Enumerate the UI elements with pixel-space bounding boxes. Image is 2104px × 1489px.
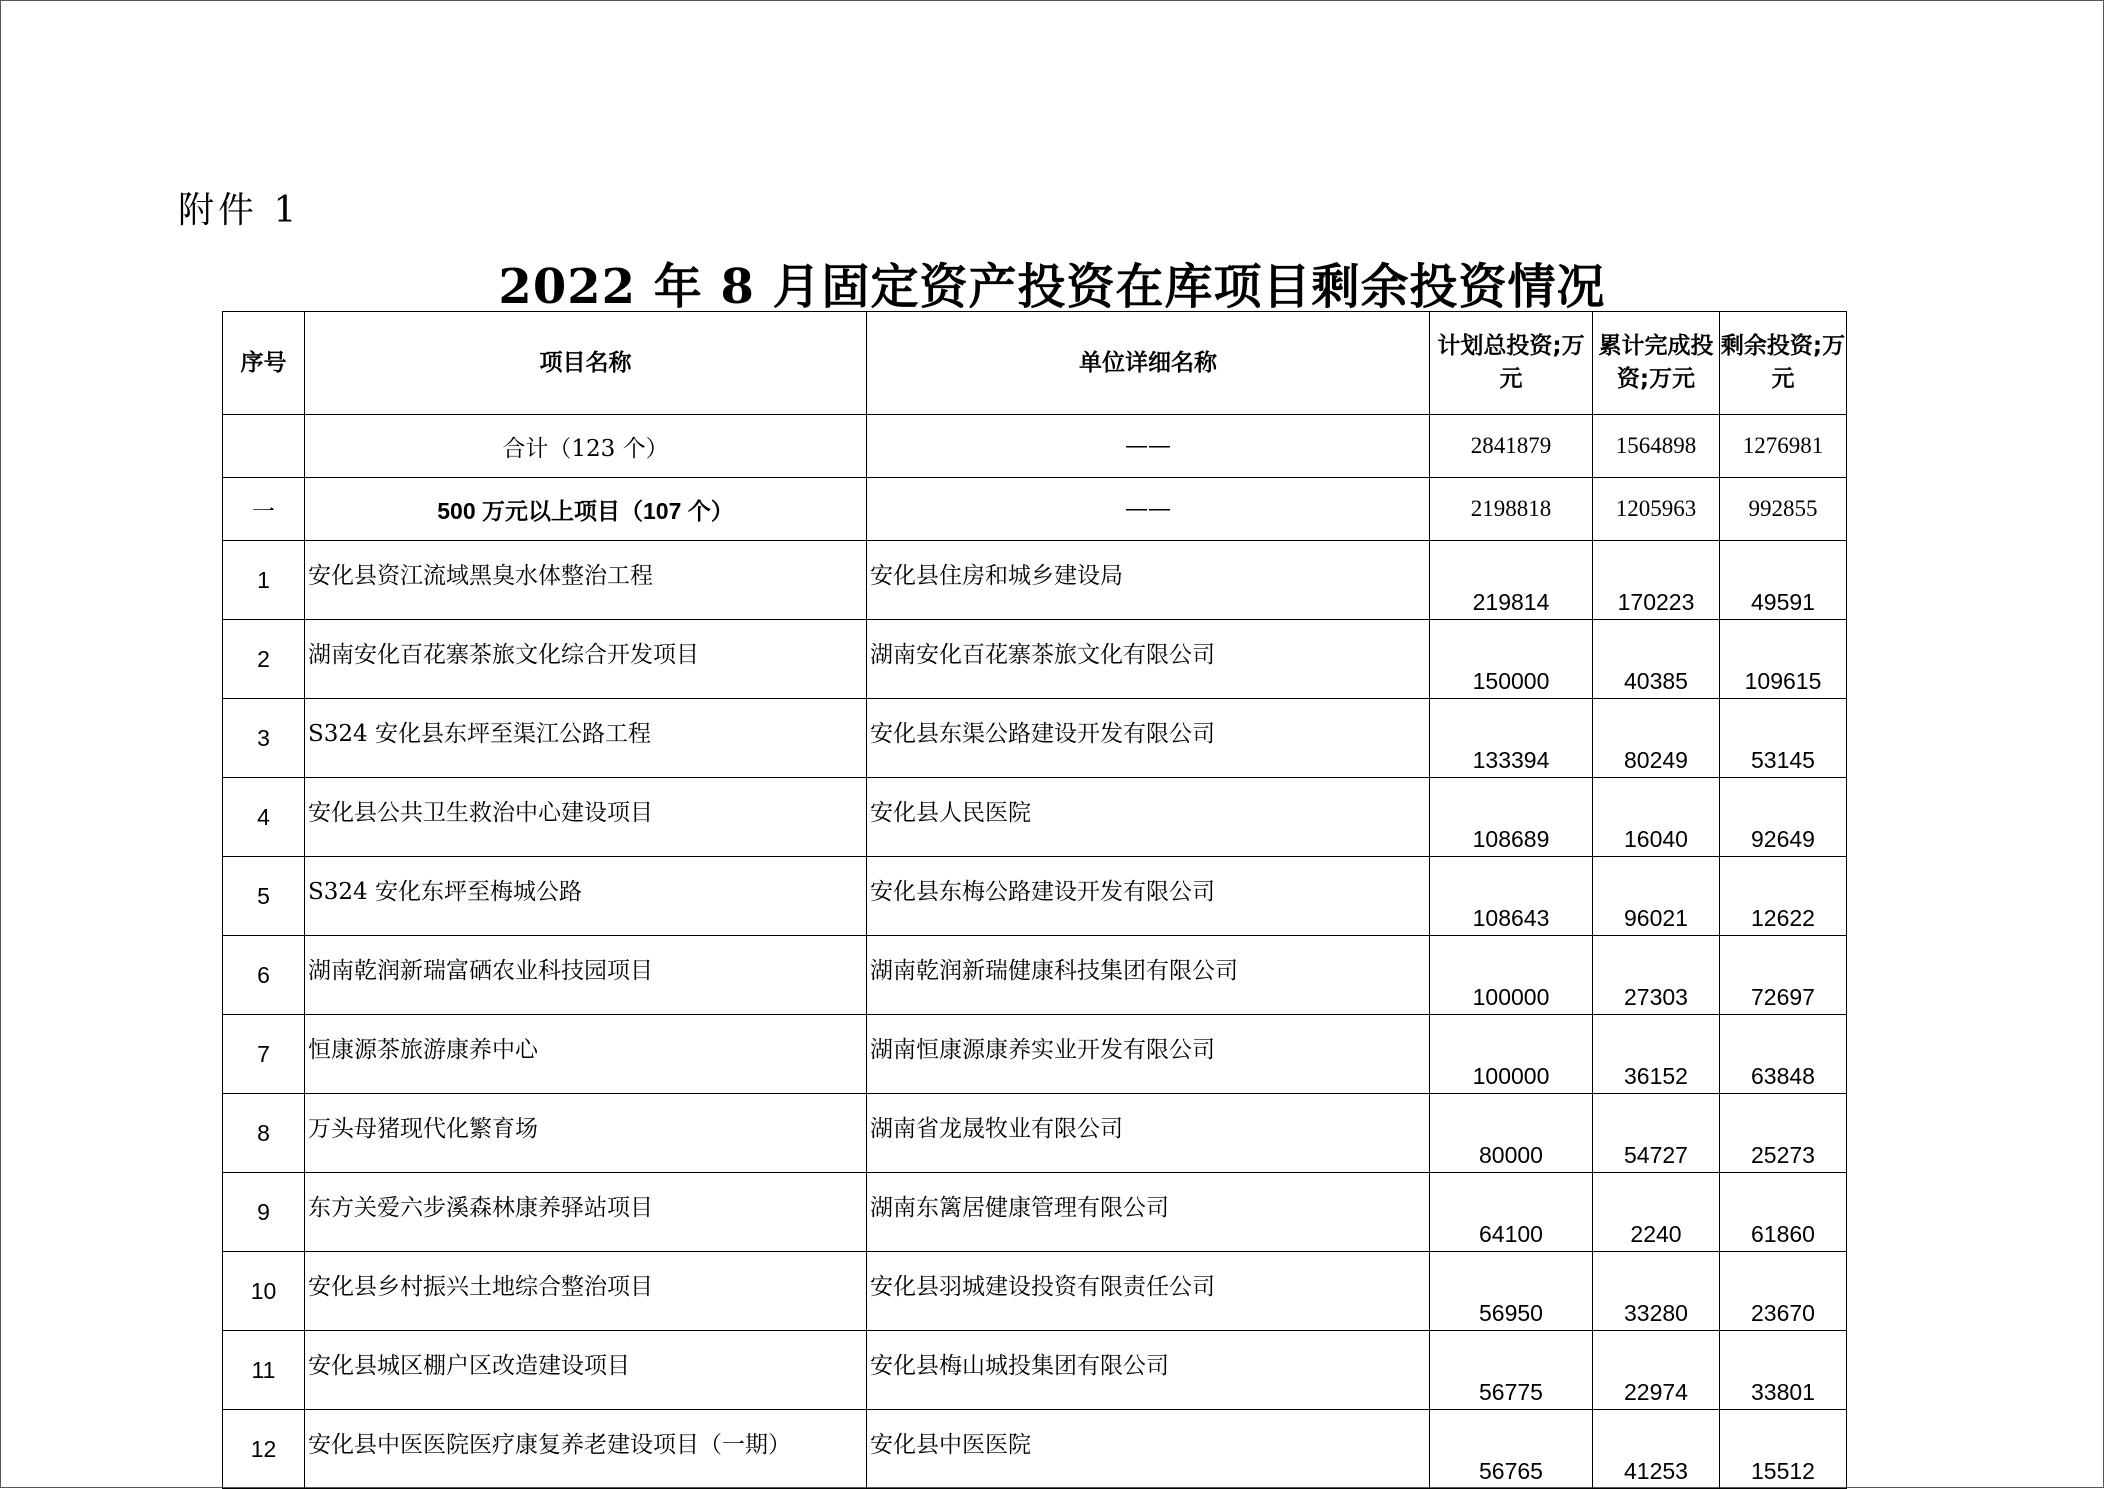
row-index: 3 — [223, 699, 305, 778]
row-unit: 安化县梅山城投集团有限公司 — [867, 1331, 1430, 1410]
group-project: 500 万元以上项目（107 个） — [305, 478, 867, 541]
group-done: 1205963 — [1593, 478, 1720, 541]
row-project: 万头母猪现代化繁育场 — [305, 1094, 867, 1173]
row-plan: 56950 — [1430, 1252, 1593, 1331]
row-plan: 133394 — [1430, 699, 1593, 778]
row-remain: 15512 — [1720, 1410, 1847, 1489]
row-plan: 100000 — [1430, 936, 1593, 1015]
header-done: 累计完成投资;万元 — [1593, 312, 1720, 415]
table-row — [223, 1015, 1847, 1094]
table-row — [223, 1410, 1847, 1489]
row-plan: 100000 — [1430, 1015, 1593, 1094]
row-remain: 12622 — [1720, 857, 1847, 936]
total-unit: —— — [867, 415, 1430, 478]
row-done: 36152 — [1593, 1015, 1720, 1094]
row-done: 16040 — [1593, 778, 1720, 857]
row-project: S324 安化东坪至梅城公路 — [305, 857, 867, 936]
total-project: 合计（123 个） — [305, 415, 867, 478]
row-unit: 安化县羽城建设投资有限责任公司 — [867, 1252, 1430, 1331]
row-remain: 23670 — [1720, 1252, 1847, 1331]
table-row — [223, 541, 1847, 620]
row-unit: 湖南安化百花寨茶旅文化有限公司 — [867, 620, 1430, 699]
row-remain: 109615 — [1720, 620, 1847, 699]
total-plan: 2841879 — [1430, 415, 1593, 478]
row-unit: 湖南恒康源康养实业开发有限公司 — [867, 1015, 1430, 1094]
group-row — [223, 478, 1847, 541]
table-header-row — [223, 312, 1847, 415]
row-index: 8 — [223, 1094, 305, 1173]
row-plan: 108689 — [1430, 778, 1593, 857]
total-index — [223, 415, 305, 478]
row-plan: 56765 — [1430, 1410, 1593, 1489]
row-done: 33280 — [1593, 1252, 1720, 1331]
group-remain: 992855 — [1720, 478, 1847, 541]
total-remain: 1276981 — [1720, 415, 1847, 478]
row-remain: 92649 — [1720, 778, 1847, 857]
row-index: 11 — [223, 1331, 305, 1410]
row-project: 恒康源茶旅游康养中心 — [305, 1015, 867, 1094]
table-row — [223, 1173, 1847, 1252]
group-unit: —— — [867, 478, 1430, 541]
row-remain: 49591 — [1720, 541, 1847, 620]
row-project: 湖南安化百花寨茶旅文化综合开发项目 — [305, 620, 867, 699]
total-row — [223, 415, 1847, 478]
row-project: 安化县中医医院医疗康复养老建设项目（一期） — [305, 1410, 867, 1489]
attachment-label: 附件 1 — [178, 190, 301, 231]
group-plan: 2198818 — [1430, 478, 1593, 541]
row-index: 9 — [223, 1173, 305, 1252]
row-remain: 72697 — [1720, 936, 1847, 1015]
row-done: 27303 — [1593, 936, 1720, 1015]
row-done: 170223 — [1593, 541, 1720, 620]
row-remain: 53145 — [1720, 699, 1847, 778]
row-project: 安化县公共卫生救治中心建设项目 — [305, 778, 867, 857]
table-row — [223, 1331, 1847, 1410]
row-plan: 150000 — [1430, 620, 1593, 699]
page-title: 2022 年 8 月固定资产投资在库项目剩余投资情况 — [498, 259, 1606, 315]
row-project: S324 安化县东坪至渠江公路工程 — [305, 699, 867, 778]
row-done: 54727 — [1593, 1094, 1720, 1173]
header-plan: 计划总投资;万元 — [1430, 312, 1593, 415]
table-row — [223, 1094, 1847, 1173]
table-row — [223, 936, 1847, 1015]
row-remain: 33801 — [1720, 1331, 1847, 1410]
total-done: 1564898 — [1593, 415, 1720, 478]
row-remain: 63848 — [1720, 1015, 1847, 1094]
row-plan: 108643 — [1430, 857, 1593, 936]
row-index: 12 — [223, 1410, 305, 1489]
header-remain: 剩余投资;万元 — [1720, 312, 1847, 415]
row-unit: 湖南东篱居健康管理有限公司 — [867, 1173, 1430, 1252]
row-unit: 安化县住房和城乡建设局 — [867, 541, 1430, 620]
row-unit: 安化县东梅公路建设开发有限公司 — [867, 857, 1430, 936]
row-project: 安化县城区棚户区改造建设项目 — [305, 1331, 867, 1410]
row-index: 1 — [223, 541, 305, 620]
row-plan: 56775 — [1430, 1331, 1593, 1410]
row-unit: 湖南省龙晟牧业有限公司 — [867, 1094, 1430, 1173]
table-row — [223, 620, 1847, 699]
row-plan: 80000 — [1430, 1094, 1593, 1173]
table-row — [223, 857, 1847, 936]
table-row — [223, 778, 1847, 857]
row-index: 5 — [223, 857, 305, 936]
row-index: 6 — [223, 936, 305, 1015]
table-row — [223, 699, 1847, 778]
row-unit: 安化县中医医院 — [867, 1410, 1430, 1489]
row-done: 40385 — [1593, 620, 1720, 699]
row-unit: 安化县人民医院 — [867, 778, 1430, 857]
row-project: 安化县乡村振兴土地综合整治项目 — [305, 1252, 867, 1331]
row-unit: 安化县东渠公路建设开发有限公司 — [867, 699, 1430, 778]
row-plan: 219814 — [1430, 541, 1593, 620]
table-row — [223, 1252, 1847, 1331]
investment-table — [222, 311, 1847, 1489]
row-unit: 湖南乾润新瑞健康科技集团有限公司 — [867, 936, 1430, 1015]
row-index: 10 — [223, 1252, 305, 1331]
row-project: 湖南乾润新瑞富硒农业科技园项目 — [305, 936, 867, 1015]
row-done: 80249 — [1593, 699, 1720, 778]
row-index: 7 — [223, 1015, 305, 1094]
row-remain: 25273 — [1720, 1094, 1847, 1173]
row-index: 2 — [223, 620, 305, 699]
group-index: 一 — [223, 478, 305, 541]
row-plan: 64100 — [1430, 1173, 1593, 1252]
row-project: 安化县资江流域黑臭水体整治工程 — [305, 541, 867, 620]
row-remain: 61860 — [1720, 1173, 1847, 1252]
row-done: 96021 — [1593, 857, 1720, 936]
header-unit: 单位详细名称 — [867, 312, 1430, 415]
row-done: 41253 — [1593, 1410, 1720, 1489]
header-project: 项目名称 — [305, 312, 867, 415]
row-done: 2240 — [1593, 1173, 1720, 1252]
row-index: 4 — [223, 778, 305, 857]
row-project: 东方关爱六步溪森林康养驿站项目 — [305, 1173, 867, 1252]
row-done: 22974 — [1593, 1331, 1720, 1410]
header-index: 序号 — [223, 312, 305, 415]
